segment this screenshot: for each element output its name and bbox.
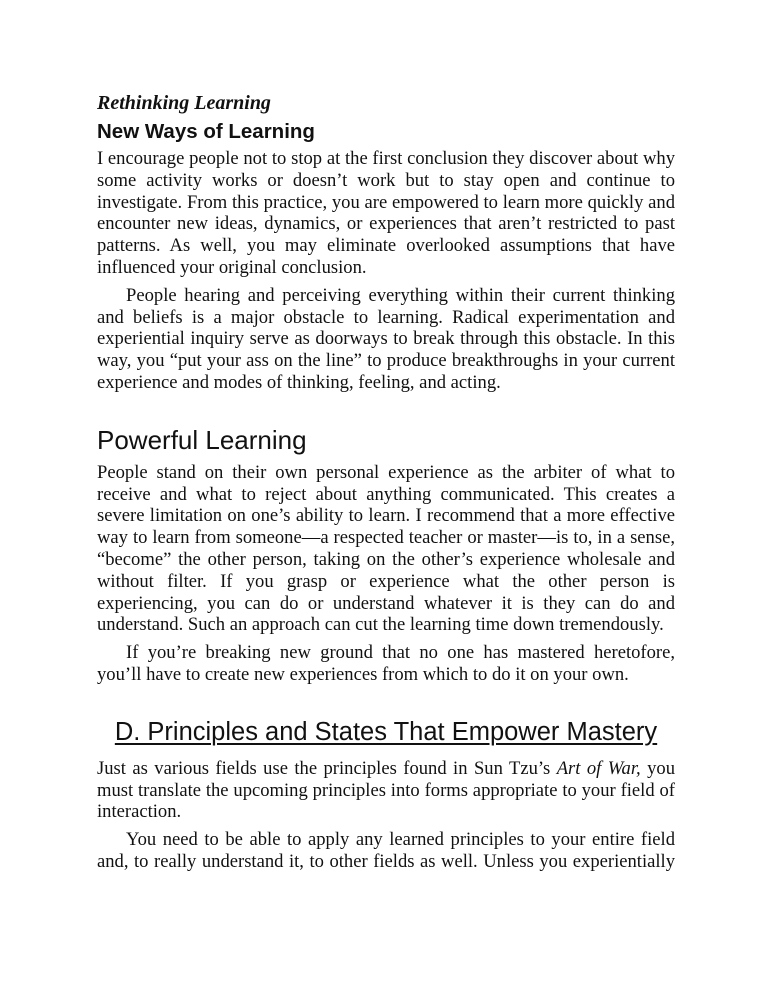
paragraph-new-ways-2: People hearing and perceiving everything within their current thinking and beliefs is a major obstacle to learning. Radical experimentation and experiential inquiry serve as doorways to break through this obstacle. In this way, you “put your ass on the line” to produce breakthroughs in your current experience and modes of thinking, feeling, and acting. bbox=[97, 284, 675, 393]
running-head: Rethinking Learning bbox=[97, 92, 271, 114]
heading-new-ways-of-learning: New Ways of Learning bbox=[97, 120, 315, 143]
heading-principles-and-states: D. Principles and States That Empower Mastery bbox=[114, 717, 658, 746]
page-content bbox=[97, 90, 675, 873]
principles-p1-after: you must translate the upcoming principles into forms appropriate to your field of interaction. bbox=[97, 757, 676, 823]
paragraph-principles-2: You need to be able to apply any learned principles to your entire field and, to really understand it, to other fields as well. Unless you experientially bbox=[97, 829, 675, 872]
book-title-art-of-war: Art of War, bbox=[556, 757, 641, 779]
paragraph-new-ways-1: I encourage people not to stop at the first conclusion they discover about why some activity works or doesn’t work but to stay open and continue to investigate. From this practice, you are empowered to learn more quickly and encounter new ideas, dynamics, or experiences that aren’t restricted to past patterns. As well, you may eliminate overlooked assumptions that have influenced your original conclusion. bbox=[97, 148, 675, 278]
principles-p1-before: Just as various fields use the principles found in Sun Tzu’s bbox=[97, 757, 557, 779]
heading-powerful-learning: Powerful Learning bbox=[97, 424, 307, 455]
paragraph-principles-1 bbox=[97, 758, 675, 823]
paragraph-powerful-2: If you’re breaking new ground that no one has mastered heretofore, you’ll have to create new experiences from which to do it on your own. bbox=[97, 642, 675, 685]
paragraph-powerful-1: People stand on their own personal experience as the arbiter of what to receive and what to reject about anything communicated. This creates a severe limitation on one’s ability to learn. I recommend that a more effective way to learn from someone—a respected teacher or master—is to, in a sense, “become” the other person, taking on the other’s experience wholesale and without filter. If you grasp or experience what the other person is experiencing, you can do or understand whatever it is they can do and understand. Such an approach can cut the learning time down tremendously. bbox=[97, 461, 675, 636]
